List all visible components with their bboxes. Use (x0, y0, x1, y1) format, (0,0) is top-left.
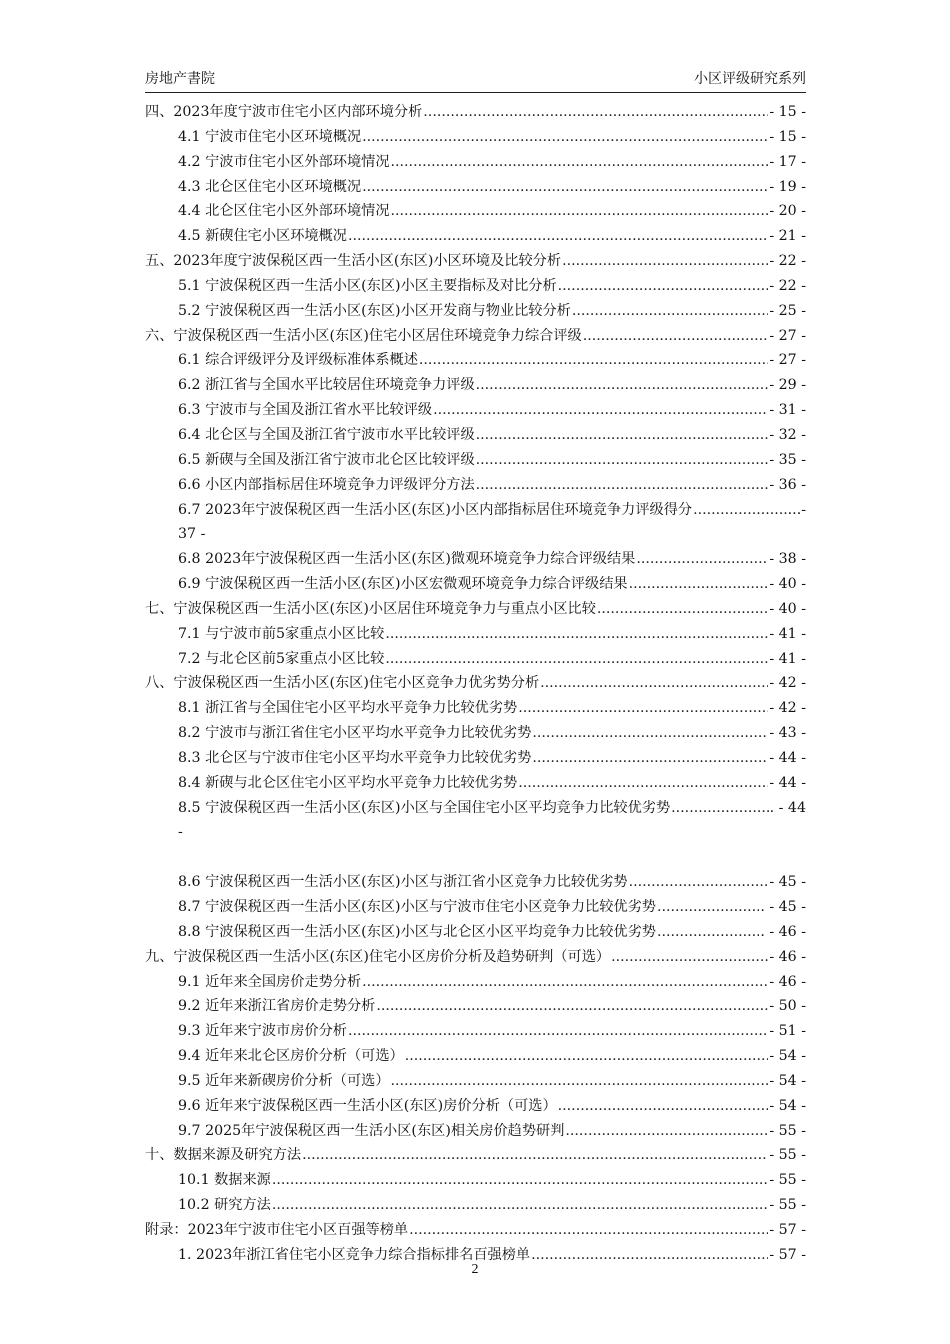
toc-entry-title: 8.2 宁波市与浙江省住宅小区平均水平竞争力比较优劣势 (178, 725, 532, 742)
toc-leader-dots (272, 1193, 768, 1218)
toc-entry[interactable] (145, 671, 806, 696)
toc-leader-dots (532, 721, 768, 746)
toc-entry-title: 5.1 宁波保税区西一生活小区(东区)小区主要指标及对比分析 (178, 277, 557, 294)
toc-entry-page: - 54 - (769, 1048, 806, 1065)
toc-entry-page: - 57 - (769, 1246, 806, 1263)
toc-entry-page: ...- (787, 501, 806, 518)
toc-entry-page: - 54 - (769, 1072, 806, 1089)
toc-entry-page: - 44 - (769, 749, 806, 766)
toc-entry[interactable] (145, 572, 806, 597)
toc-leader-dots (385, 622, 768, 647)
toc-leader-dots (476, 473, 769, 498)
toc-entry-title: 4.1 宁波市住宅小区环境概况 (178, 128, 362, 145)
toc-leader-dots (636, 547, 768, 572)
header-publisher: 房地产書院 (145, 71, 215, 87)
toc-entry-title: 附录：2023年宁波市住宅小区百强等榜单 (145, 1221, 409, 1238)
toc-entry[interactable] (145, 274, 806, 299)
toc-entry-title: 6.7 2023年宁波保税区西一生活小区(东区)小区内部指标居住环境竞争力评级得分 (178, 501, 693, 518)
toc-entry-page: . - 44 (769, 799, 806, 816)
toc-leader-dots (385, 647, 768, 672)
toc-entry-title: 8.4 新碶与北仑区住宅小区平均水平竞争力比较优劣势 (178, 774, 518, 791)
toc-entry[interactable] (145, 796, 806, 821)
toc-leader-dots (540, 671, 768, 696)
toc-entry-page: - 35 - (769, 451, 806, 468)
toc-entry-title: 7.1 与宁波市前5家重点小区比较 (178, 625, 385, 642)
toc-entry-title: 9.5 近年来新碶房价分析（可选） (178, 1072, 390, 1089)
page-number: 2 (471, 1262, 479, 1277)
toc-leader-dots (376, 994, 768, 1019)
toc-leader-dots (693, 498, 787, 523)
toc-entry[interactable] (145, 920, 806, 945)
toc-leader-dots (433, 398, 768, 423)
toc-leader-dots (572, 299, 768, 324)
toc-entry[interactable] (145, 547, 806, 572)
toc-entry-title: 八、宁波保税区西一生活小区(东区)住宅小区竞争力优劣势分析 (145, 675, 540, 692)
toc-entry-title: 8.7 宁波保税区西一生活小区(东区)小区与宁波市住宅小区竞争力比较优劣势 (178, 899, 656, 915)
toc-entry-page: - 22 - (769, 253, 806, 270)
toc-entry-title: 十、数据来源及研究方法 (145, 1147, 302, 1164)
toc-leader-dots (409, 1218, 768, 1243)
toc-entry-page: - 55 - (769, 1172, 806, 1189)
toc-entry[interactable] (145, 1143, 806, 1168)
toc-entry-page: - 27 - (769, 352, 806, 369)
toc-leader-dots (657, 920, 759, 945)
toc-entry-title: 6.3 宁波市与全国及浙江省水平比较评级 (178, 402, 433, 419)
toc-entry-title: 4.5 新碶住宅小区环境概况 (178, 228, 347, 245)
toc-leader-dots (362, 970, 768, 995)
header-series-title: 小区评级研究系列 (694, 71, 806, 87)
toc-entry[interactable] (145, 373, 806, 398)
toc-entry[interactable] (145, 771, 806, 796)
toc-leader-dots (391, 150, 769, 175)
toc-entry-continuation: 37 - (178, 526, 206, 543)
toc-entry-page: - 36 - (769, 476, 806, 493)
toc-leader-dots (348, 1019, 768, 1044)
toc-entry-title: 8.5 宁波保税区西一生活小区(东区)小区与全国住宅小区平均竞争力比较优劣势 (178, 799, 671, 816)
toc-entry-page: - 25 - (769, 302, 806, 319)
toc-entry-title: 5.2 宁波保税区西一生活小区(东区)小区开发商与物业比较分析 (178, 302, 571, 319)
toc-entry-title: 6.1 综合评级评分及评级标准体系概述 (178, 352, 418, 369)
toc-leader-dots (657, 895, 759, 920)
toc-entry-title: 7.2 与北仑区前5家重点小区比较 (178, 650, 385, 667)
toc-entry-page: - 46 - (769, 948, 806, 965)
toc-entry[interactable] (145, 994, 806, 1019)
page-header (145, 66, 806, 93)
toc-entry-title: 9.6 近年来宁波保税区西一生活小区(东区)房价分析（可选） (178, 1097, 557, 1114)
toc-leader-dots (405, 1044, 769, 1069)
toc-entry[interactable] (145, 1218, 806, 1243)
toc-entry-title: 10.1 数据来源 (178, 1172, 271, 1189)
toc-entry-page: - 32 - (769, 426, 806, 443)
toc-entry-title: 9.3 近年来宁波市房价分析 (178, 1023, 347, 1040)
toc-entry-page: - 27 - (769, 327, 806, 344)
toc-entry[interactable] (145, 100, 806, 125)
toc-entry[interactable] (145, 870, 806, 895)
toc-entry-title: 8.6 宁波保税区西一生活小区(东区)小区与浙江省小区竞争力比较优劣势 (178, 874, 628, 891)
toc-entry-title: 4.4 北仑区住宅小区外部环境情况 (178, 203, 390, 220)
toc-entry-page: - 57 - (769, 1221, 806, 1238)
toc-entry-page: - 42 - (769, 700, 806, 717)
toc-leader-dots (362, 125, 768, 150)
toc-leader-dots (391, 199, 769, 224)
toc-entry-page: - 22 - (769, 277, 806, 294)
toc-entry-title: 8.8 宁波保税区西一生活小区(东区)小区与北仑区小区平均竞争力比较优劣势 (178, 923, 656, 940)
toc-entry-page: - 15 - (769, 128, 806, 145)
toc-entry-title: 9.7 2025年宁波保税区西一生活小区(东区)相关房价趋势研判 (178, 1122, 565, 1139)
toc-entry-title: 6.5 新碶与全国及浙江省宁波市北仑区比较评级 (178, 451, 475, 468)
toc-entry-page: . - 46 - (760, 923, 806, 940)
toc-entry[interactable] (145, 423, 806, 448)
toc-entry-title: 8.3 北仑区与宁波市住宅小区平均水平竞争力比较优劣势 (178, 749, 532, 766)
toc-entry-title: 4.2 宁波市住宅小区外部环境情况 (178, 153, 390, 170)
toc-entry-page: - 21 - (769, 228, 806, 245)
toc-leader-dots (562, 249, 768, 274)
toc-entry[interactable] (145, 249, 806, 274)
toc-entry[interactable] (145, 1019, 806, 1044)
toc-entry[interactable] (145, 1168, 806, 1193)
toc-entry-title: 六、宁波保税区西一生活小区(东区)住宅小区居住环境竞争力综合评级 (145, 327, 582, 344)
toc-entry-title: 10.2 研究方法 (178, 1197, 271, 1214)
toc-entry-title: 9.1 近年来全国房价走势分析 (178, 973, 362, 990)
toc-entry[interactable] (145, 324, 806, 349)
toc-entry-title: 9.2 近年来浙江省房价走势分析 (178, 998, 376, 1015)
toc-entry[interactable] (145, 696, 806, 721)
toc-entry[interactable] (145, 1069, 806, 1094)
toc-entry-page: - 44 - (769, 774, 806, 791)
toc-leader-dots (302, 1143, 768, 1168)
toc-entry-continuation: - (178, 824, 183, 841)
toc-leader-dots (532, 746, 768, 771)
toc-entry[interactable] (145, 224, 806, 249)
toc-entry-page: - 50 - (769, 998, 806, 1015)
toc-leader-dots (476, 448, 769, 473)
toc-leader-dots (419, 348, 768, 373)
table-of-contents (145, 100, 806, 1268)
toc-entry[interactable] (145, 150, 806, 175)
toc-entry-page: - 55 - (769, 1147, 806, 1164)
toc-leader-dots (348, 224, 768, 249)
toc-entry[interactable] (145, 647, 806, 672)
toc-entry[interactable] (145, 622, 806, 647)
toc-leader-dots (597, 597, 768, 622)
toc-entry-page: - 20 - (769, 203, 806, 220)
toc-entry[interactable] (145, 597, 806, 622)
toc-leader-dots (558, 274, 769, 299)
toc-entry-page: . - 45 - (760, 899, 806, 915)
toc-entry-page: - 55 - (769, 1197, 806, 1214)
toc-entry-title: 9.4 近年来北仑区房价分析（可选） (178, 1048, 404, 1065)
toc-entry-page: - 15 - (769, 104, 806, 120)
toc-entry-title: 四、2023年度宁波市住宅小区内部环境分析 (145, 104, 423, 120)
toc-leader-dots (518, 696, 768, 721)
toc-leader-dots (611, 945, 768, 970)
toc-entry-page: - 41 - (769, 625, 806, 642)
toc-leader-dots (558, 1094, 769, 1119)
toc-entry[interactable] (145, 895, 806, 920)
toc-entry-title: 6.4 北仑区与全国及浙江省宁波市水平比较评级 (178, 426, 475, 443)
toc-entry-page: - 17 - (769, 153, 806, 170)
toc-entry-title: 6.8 2023年宁波保税区西一生活小区(东区)微观环境竞争力综合评级结果 (178, 551, 636, 568)
toc-entry-title: 8.1 浙江省与全国住宅小区平均水平竞争力比较优劣势 (178, 700, 518, 717)
toc-spacer (145, 845, 806, 870)
toc-entry[interactable] (145, 1193, 806, 1218)
toc-entry-page: - 54 - (769, 1097, 806, 1114)
toc-entry-title: 4.3 北仑区住宅小区环境概况 (178, 178, 362, 195)
toc-entry-page: - 42 - (769, 675, 806, 692)
toc-leader-dots (583, 324, 769, 349)
toc-leader-dots (518, 771, 768, 796)
toc-leader-dots (565, 1119, 768, 1144)
toc-entry[interactable] (145, 348, 806, 373)
toc-entry[interactable] (145, 746, 806, 771)
toc-entry-page: - 29 - (769, 377, 806, 394)
toc-entry[interactable] (145, 175, 806, 200)
toc-entry[interactable] (145, 970, 806, 995)
toc-entry-page: - 19 - (769, 178, 806, 195)
toc-leader-dots (476, 373, 769, 398)
toc-entry[interactable] (145, 473, 806, 498)
toc-entry-title: 五、2023年度宁波保税区西一生活小区(东区)小区环境及比较分析 (145, 253, 562, 270)
toc-entry-page: - 46 - (769, 973, 806, 990)
toc-entry-page: - 38 - (769, 551, 806, 568)
toc-entry-page: - 31 - (769, 402, 806, 419)
toc-entry-title: 七、宁波保税区西一生活小区(东区)小区居住环境竞争力与重点小区比较 (145, 600, 596, 617)
toc-entry-page: - 45 - (769, 874, 806, 891)
toc-entry[interactable] (145, 498, 806, 523)
toc-leader-dots (423, 100, 768, 125)
toc-entry-title: 6.9 宁波保税区西一生活小区(东区)小区宏微观环境竞争力综合评级结果 (178, 576, 628, 593)
toc-leader-dots (629, 870, 769, 895)
toc-leader-dots (391, 1069, 769, 1094)
toc-leader-dots (362, 175, 768, 200)
toc-entry-title: 1. 2023年浙江省住宅小区竞争力综合指标排名百强榜单 (178, 1246, 531, 1263)
toc-entry[interactable] (145, 1044, 806, 1069)
toc-entry[interactable] (145, 199, 806, 224)
toc-entry[interactable] (145, 125, 806, 150)
toc-entry-title: 6.6 小区内部指标居住环境竞争力评级评分方法 (178, 476, 475, 493)
toc-entry-title: 6.2 浙江省与全国水平比较居住环境竞争力评级 (178, 377, 475, 394)
toc-leader-dots (476, 423, 769, 448)
toc-entry[interactable] (145, 1119, 806, 1144)
toc-entry[interactable] (145, 448, 806, 473)
toc-entry[interactable] (145, 945, 806, 970)
toc-entry-page: - 41 - (769, 650, 806, 667)
toc-entry-page: - 51 - (769, 1023, 806, 1040)
toc-entry[interactable] (145, 1094, 806, 1119)
toc-entry-page: - 43 - (769, 725, 806, 742)
toc-entry-page: - 40 - (769, 600, 806, 617)
toc-entry-title: 九、宁波保税区西一生活小区(东区)住宅小区房价分析及趋势研判（可选） (145, 948, 611, 965)
toc-entry[interactable] (145, 721, 806, 746)
toc-entry[interactable] (145, 299, 806, 324)
toc-entry[interactable] (145, 398, 806, 423)
toc-entry-page: - 40 - (769, 576, 806, 593)
toc-leader-dots (671, 796, 768, 821)
toc-leader-dots (629, 572, 769, 597)
toc-entry-page: - 55 - (769, 1122, 806, 1139)
toc-leader-dots (272, 1168, 768, 1193)
